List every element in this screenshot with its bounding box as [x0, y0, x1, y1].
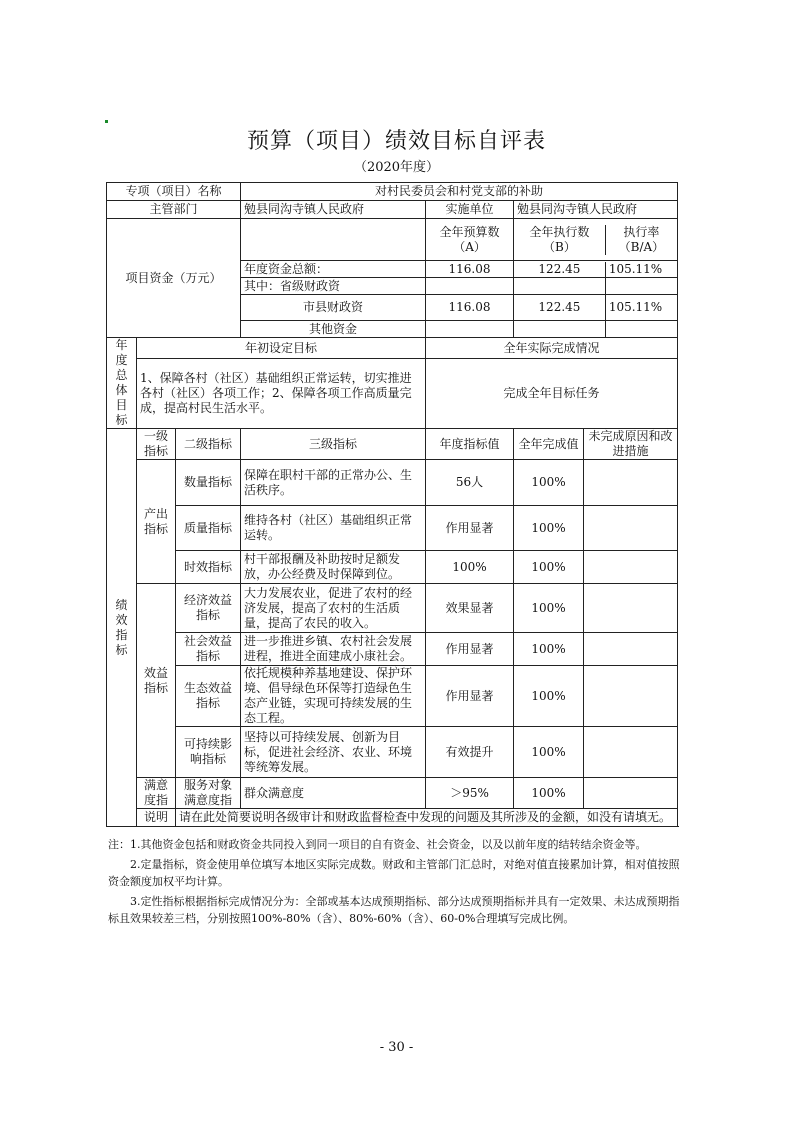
- indicator-actual: 100%: [514, 460, 584, 506]
- funds-header-budget: 全年预算数（A）: [426, 219, 514, 261]
- indicator-actual: 100%: [514, 666, 584, 727]
- funds-row-exec: 122.45: [538, 261, 581, 276]
- indicator-target: 作用显著: [426, 666, 514, 727]
- indicator-l3: 群众满意度: [241, 778, 426, 809]
- funds-row-exec: [514, 278, 605, 294]
- indicator-l2: 经济效益指标: [176, 584, 241, 633]
- perf-h-l1: 一级指标: [137, 429, 176, 460]
- page-title: 预算（项目）绩效目标自评表: [246, 129, 546, 154]
- satisfaction-label: 满意度指: [137, 778, 176, 809]
- funds-row-budget: 116.08: [426, 295, 514, 321]
- project-name-value: 对村民委员会和村党支部的补助: [241, 183, 678, 201]
- funds-header-exec: 全年执行数（B）: [529, 224, 590, 254]
- funds-header-rate: 执行率（B/A）: [605, 225, 677, 255]
- funds-row-name: 市县财政资: [241, 295, 426, 321]
- indicator-target: 作用显著: [426, 633, 514, 666]
- remark-text: 请在此处简要说明各级审计和财政监督检查中发现的问题及其所涉及的金额，如没有请填无。: [176, 809, 678, 827]
- output-label: 产出指标: [137, 460, 176, 584]
- impl-unit-value: 勉县同沟寺镇人民政府: [514, 201, 678, 219]
- perf-h-reason: 未完成原因和改进措施: [584, 429, 678, 460]
- indicator-l2: 时效指标: [176, 551, 241, 584]
- indicator-reason: [584, 727, 678, 778]
- indicator-l2: 可持续影响指标: [176, 727, 241, 778]
- funds-row-budget: 116.08: [426, 261, 514, 278]
- indicator-reason: [584, 506, 678, 551]
- funds-row-rate: [605, 278, 677, 294]
- funds-row-exec: [514, 321, 605, 337]
- goals-set-text: 1、保障各村（社区）基础组织正常运转，切实推进各村（社区）各项工作；2、保障各项工作高质量完成，提高村民生活水平。: [137, 359, 426, 429]
- year-label: （2020年度）: [353, 160, 440, 175]
- funds-row-rate: [605, 321, 677, 337]
- funds-row-budget: [426, 321, 514, 338]
- indicator-target: 作用显著: [426, 506, 514, 551]
- indicator-target: 有效提升: [426, 727, 514, 778]
- funds-row-exec: 122.45: [538, 300, 581, 314]
- funds-row-name: 其他资金: [241, 321, 426, 338]
- funds-row-rate: 105.11%: [605, 262, 677, 277]
- indicator-target: 56人: [426, 460, 514, 506]
- funds-row-name: 其中：省级财政资: [241, 278, 426, 295]
- indicator-reason: [584, 584, 678, 633]
- footnote: 3.定性指标根据指标完成情况分为：全部或基本达成预期指标、部分达成预期指标并具有一定效果、未达成预期指标且效果较差三档，分别按照100%-80%（含）、80%-60%（含）、60-0%合理填写完成比例。: [108, 895, 680, 925]
- indicator-l3: 坚持以可持续发展、创新为目标，促进社会经济、农业、环境等统筹发展。: [241, 727, 426, 778]
- indicator-actual: 100%: [514, 633, 584, 666]
- indicator-l2: 服务对象满意度指: [176, 778, 241, 809]
- funds-row-rate: 105.11%: [605, 295, 677, 320]
- indicator-reason: [584, 666, 678, 727]
- indicator-l2: 社会效益指标: [176, 633, 241, 666]
- funds-row-name: 年度资金总额：: [241, 261, 426, 278]
- indicator-target: 效果显著: [426, 584, 514, 633]
- perf-label: 绩效指标: [107, 429, 137, 827]
- indicator-target: 100%: [426, 551, 514, 584]
- goals-set-header: 年初设定目标: [137, 338, 426, 359]
- impl-unit-label: 实施单位: [426, 201, 514, 219]
- dept-value: 勉县同沟寺镇人民政府: [241, 201, 426, 219]
- indicator-l2: 质量指标: [176, 506, 241, 551]
- indicator-actual: 100%: [514, 778, 584, 809]
- indicator-l3: 依托规模种养基地建设、保护环境、倡导绿色环保等打造绿色生态产业链，实现可持续发展的生态工程。: [241, 666, 426, 727]
- footnote: 2.定量指标，资金使用单位填写本地区实际完成数。财政和主管部门汇总时，对绝对值直接累加计算，相对值按照资金额度加权平均计算。: [108, 858, 680, 888]
- goals-done-header: 全年实际完成情况: [426, 338, 678, 359]
- perf-h-target: 年度指标值: [426, 429, 514, 460]
- indicator-target: ＞95%: [426, 778, 514, 809]
- footnotes: [108, 836, 688, 930]
- perf-h-actual: 全年完成值: [514, 429, 584, 460]
- indicator-reason: [584, 633, 678, 666]
- indicator-reason: [584, 778, 678, 809]
- indicator-l3: 维持各村（社区）基础组织正常运转。: [241, 506, 426, 551]
- indicator-l2: 生态效益指标: [176, 666, 241, 727]
- remark-label: 说明: [137, 809, 176, 827]
- perf-h-l3: 三级指标: [241, 429, 426, 460]
- indicator-actual: 100%: [514, 506, 584, 551]
- indicator-actual: 100%: [514, 584, 584, 633]
- goals-label: 年度总体目标: [107, 338, 137, 429]
- indicator-l3: 大力发展农业，促进了农村的经济发展，提高了农村的生活质量，提高了农民的收入。: [241, 584, 426, 633]
- funds-label: 项目资金（万元）: [107, 219, 241, 338]
- indicator-l3: 保障在职村干部的正常办公、生活秩序。: [241, 460, 426, 506]
- indicator-actual: 100%: [514, 727, 584, 778]
- indicator-reason: [584, 551, 678, 584]
- indicator-l3: 进一步推进乡镇、农村社会发展进程，推进全面建成小康社会。: [241, 633, 426, 666]
- project-name-label: 专项（项目）名称: [107, 183, 241, 201]
- indicator-l2: 数量指标: [176, 460, 241, 506]
- dept-label: 主管部门: [107, 201, 241, 219]
- footnote: 注：1.其他资金包括和财政资金共同投入到同一项目的自有资金、社会资金，以及以前年度的结转结余资金等。: [108, 838, 647, 851]
- funds-header-blank: [241, 219, 426, 261]
- indicator-reason: [584, 460, 678, 506]
- page-number: - 30 -: [379, 1040, 414, 1055]
- perf-h-l2: 二级指标: [176, 429, 241, 460]
- indicator-actual: 100%: [514, 551, 584, 584]
- corner-mark: [105, 120, 108, 123]
- evaluation-table: [106, 182, 678, 827]
- funds-row-budget: [426, 278, 514, 295]
- benefit-label: 效益指标: [137, 584, 176, 778]
- indicator-l3: 村干部报酬及补助按时足额发放，办公经费及时保障到位。: [241, 551, 426, 584]
- goals-done-text: 完成全年目标任务: [426, 359, 678, 429]
